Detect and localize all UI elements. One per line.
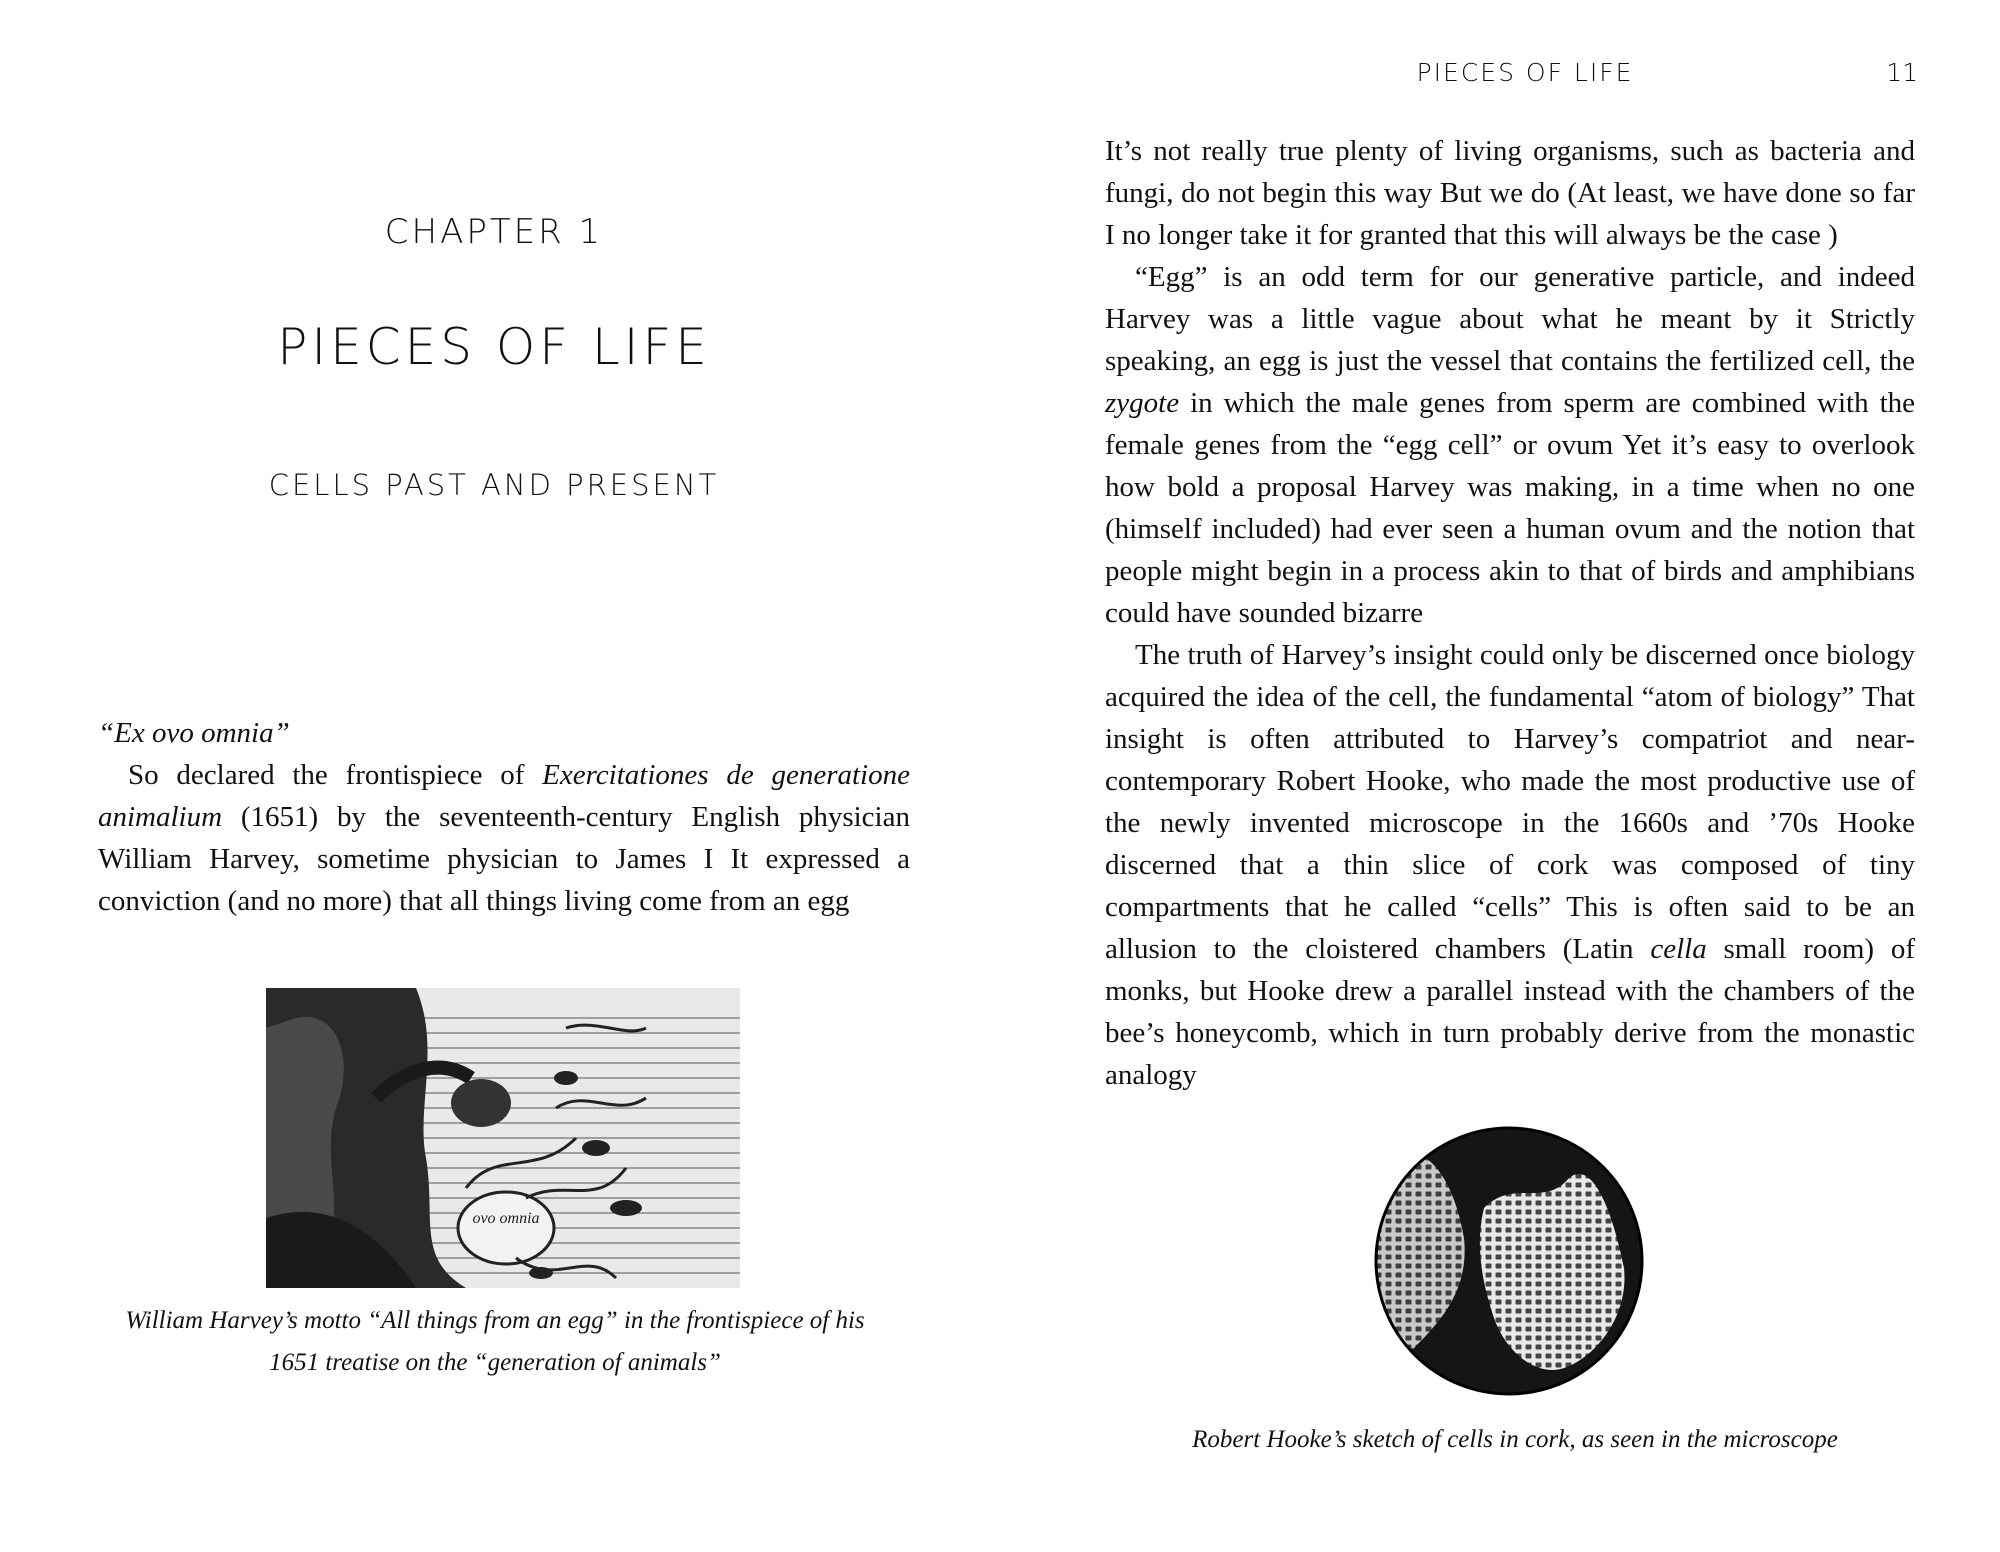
microscope-sketch xyxy=(1374,1118,1644,1404)
harvey-frontispiece-illustration xyxy=(266,988,740,1288)
left-body-text xyxy=(98,712,910,922)
engraving-image xyxy=(266,988,740,1288)
right-figure-caption: Robert Hooke’s sketch of cells in cork, as seen in the microscope xyxy=(1192,1426,1838,1453)
page-number: 11 xyxy=(1886,58,1918,87)
chapter-subtitle: CELLS PAST AND PRESENT xyxy=(268,468,720,502)
chapter-title: PIECES OF LIFE xyxy=(277,318,711,376)
right-body-text xyxy=(1105,130,1915,1096)
epigraph: “Ex ovo omnia” xyxy=(98,717,290,749)
chapter-label: CHAPTER 1 xyxy=(384,212,604,252)
paragraph-2: “Egg” is an odd term for our generative particle, and indeed Harvey was a little vague about what he meant by it Strictly speaking, an egg is just the vessel that contains the fertilized cell, the zygote in which the male genes from sperm are combined with the female genes from the “egg cell” or ovum Yet it’s easy to overlook how bold a proposal Harvey was making, in a time when no one (himself included) had ever seen a human ovum and the notion that people might begin in a process akin to that of birds and amphibians could have sounded bizarre xyxy=(1105,261,1915,629)
right-page xyxy=(1000,0,2000,1552)
opening-paragraph: So declared the frontispiece of Exercitationes de generatione animalium (1651) by the seventeenth-century English physician William Harvey, sometime physician to James I It expressed a conviction (and no more) that all things living come from an egg xyxy=(98,759,910,917)
left-figure-caption: William Harvey’s motto “All things from an egg” in the frontispiece of his 1651 treatise on the “generation of animals” xyxy=(125,1307,865,1376)
engraving-inscription: ovo omnia xyxy=(472,1210,540,1227)
paragraph-1: It’s not really true plenty of living organisms, such as bacteria and fungi, do not begin this way But we do (At least, we have done so far I no longer take it for granted that this will always be the case ) xyxy=(1105,135,1915,251)
paragraph-3: The truth of Harvey’s insight could only be discerned once biology acquired the idea of the cell, the fundamental “atom of biology” That insight is often attributed to Harvey’s compatriot and near-contemporary Robert Hooke, who made the most productive use of the newly invented microscope in the 1660s and ’70s Hooke discerned that a thin slice of cork was composed of tiny compartments that he called “cells” This is often said to be an allusion to the cloistered chambers (Latin cella small room) of monks, but Hooke drew a parallel instead with the chambers of the bee’s honeycomb, which in turn probably derive from the monastic analogy xyxy=(1105,639,1915,1091)
hooke-cork-cells-illustration xyxy=(1374,1118,1644,1404)
running-head: PIECES OF LIFE xyxy=(1416,58,1634,87)
